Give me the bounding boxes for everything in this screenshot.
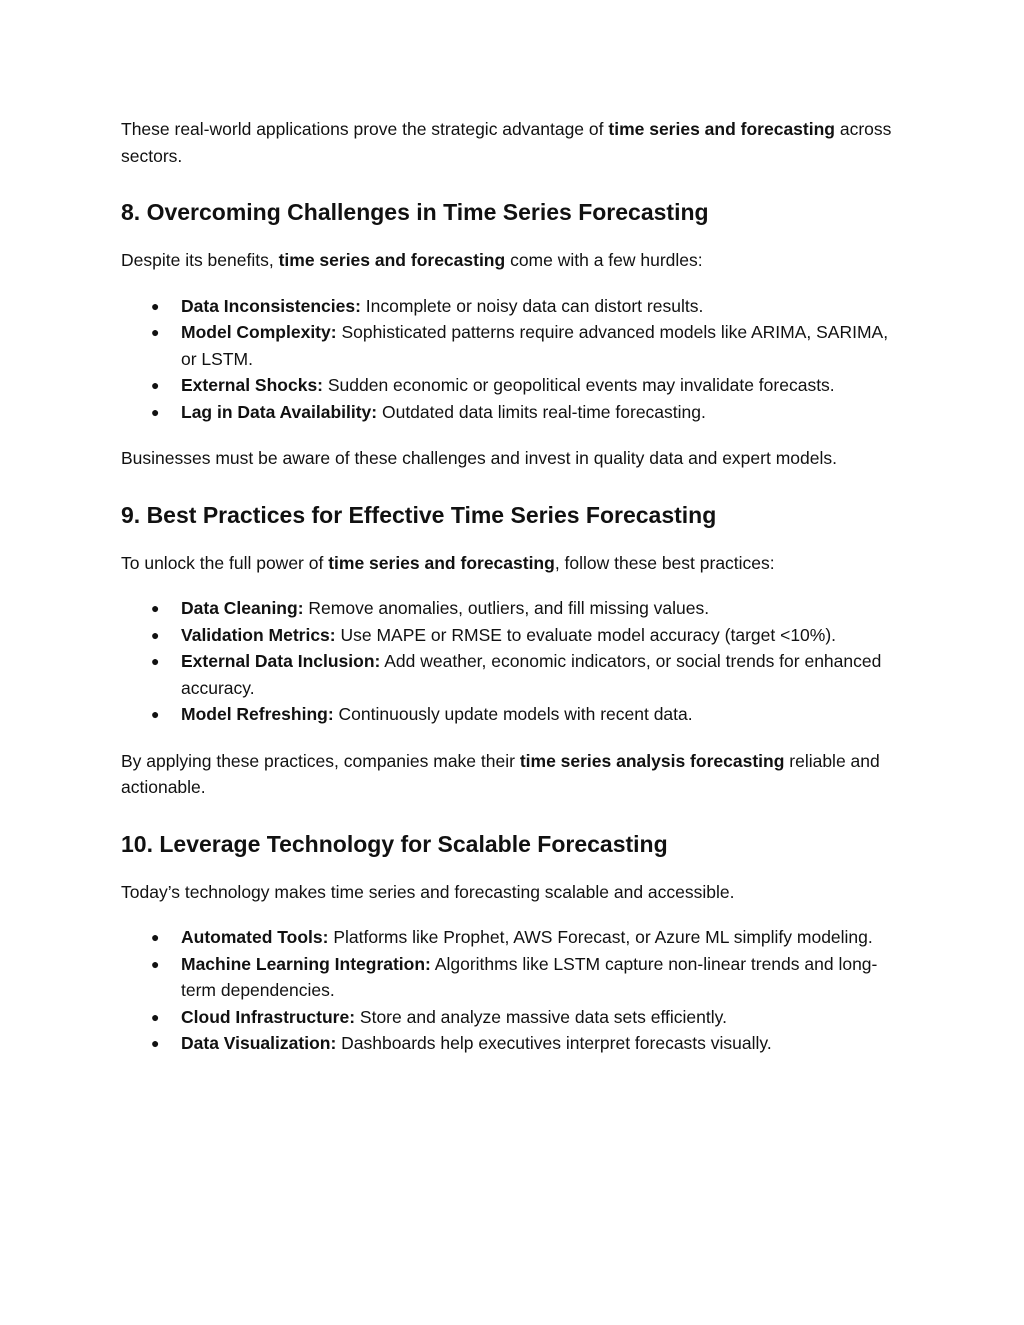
list-item bbox=[121, 319, 908, 372]
closing-text-pre: Businesses must be aware of these challenges and invest in quality data and expert models. bbox=[121, 448, 837, 468]
list-item bbox=[121, 595, 908, 622]
lead-text-bold: time series and forecasting bbox=[278, 250, 506, 270]
bullet-icon: ● bbox=[151, 626, 160, 643]
closing-text-bold: time series analysis forecasting bbox=[519, 750, 785, 771]
section-heading: 8. Overcoming Challenges in Time Series Forecasting bbox=[121, 199, 709, 225]
bullet-icon: ● bbox=[151, 600, 160, 616]
intro-text-post: across sectors. bbox=[121, 119, 892, 166]
section-3 bbox=[121, 801, 908, 1057]
lead-text-pre: Despite its benefits, bbox=[121, 250, 279, 270]
intro-paragraph bbox=[121, 116, 908, 169]
list-item-text: Platforms like Prophet, AWS Forecast, or Azure ML simplify modeling. bbox=[328, 927, 873, 947]
list-item bbox=[121, 701, 908, 728]
lead-text-pre: Today’s technology makes time series and forecasting scalable and accessible. bbox=[121, 881, 735, 902]
list-item bbox=[121, 924, 908, 951]
intro-text-bold: time series and forecasting bbox=[608, 119, 835, 139]
list-item-text: Use MAPE or RMSE to evaluate model accuracy (target <10%). bbox=[335, 624, 837, 645]
bullet-icon: ● bbox=[151, 1035, 160, 1051]
sections-container bbox=[121, 169, 908, 1057]
lead-text-post: , follow these best practices: bbox=[554, 552, 775, 573]
list-item-text: Incomplete or noisy data can distort results. bbox=[360, 295, 704, 316]
section-heading: 9. Best Practices for Effective Time Series Forecasting bbox=[121, 501, 717, 528]
bullet-icon: ● bbox=[151, 1008, 160, 1025]
list-item-label: External Data Inclusion: bbox=[181, 651, 381, 671]
closing-text-post: reliable and actionable. bbox=[121, 750, 880, 797]
list-item bbox=[121, 1030, 908, 1057]
list-item-label: Data Cleaning: bbox=[181, 598, 304, 618]
list-item-text: Sudden economic or geopolitical events may invalidate forecasts. bbox=[323, 375, 835, 395]
list-item bbox=[121, 951, 908, 1004]
intro-text-pre: These real-world applications prove the strategic advantage of bbox=[121, 119, 609, 139]
section-closing-paragraph bbox=[121, 748, 908, 801]
section-2 bbox=[121, 472, 908, 801]
lead-text-post: come with a few hurdles: bbox=[505, 250, 703, 270]
bullet-icon: ● bbox=[151, 706, 160, 722]
list-item-label: Machine Learning Integration: bbox=[181, 953, 431, 974]
bullet-icon: ● bbox=[151, 377, 160, 393]
bullet-icon: ● bbox=[151, 324, 160, 340]
bullet-list bbox=[121, 595, 908, 728]
list-item-label: Cloud Infrastructure: bbox=[181, 1006, 356, 1027]
list-item-text: Algorithms like LSTM capture non-linear trends and long-term dependencies. bbox=[181, 953, 878, 1000]
list-item bbox=[121, 293, 908, 320]
list-item-label: Model Refreshing: bbox=[181, 704, 334, 724]
list-item-text: Add weather, economic indicators, or social trends for enhanced accuracy. bbox=[181, 651, 882, 698]
section-lead-paragraph bbox=[121, 550, 908, 577]
bullet-icon: ● bbox=[151, 955, 160, 972]
list-item-text: Dashboards help executives interpret forecasts visually. bbox=[336, 1033, 772, 1053]
list-item-text: Store and analyze massive data sets efficiently. bbox=[355, 1006, 727, 1027]
list-item-label: Validation Metrics: bbox=[181, 624, 336, 645]
list-item-label: Lag in Data Availability: bbox=[181, 401, 378, 422]
section-lead-paragraph bbox=[121, 879, 908, 906]
list-item-label: Data Inconsistencies: bbox=[181, 295, 361, 316]
section-1 bbox=[121, 169, 908, 472]
section-closing-paragraph bbox=[121, 445, 908, 472]
list-item-label: Data Visualization: bbox=[181, 1033, 337, 1053]
list-item bbox=[121, 622, 908, 649]
list-item-text: Outdated data limits real-time forecasting. bbox=[377, 401, 706, 422]
list-item-label: External Shocks: bbox=[181, 375, 323, 395]
lead-text-bold: time series and forecasting bbox=[328, 552, 555, 573]
list-item bbox=[121, 372, 908, 399]
bullet-icon: ● bbox=[151, 929, 160, 945]
list-item-text: Continuously update models with recent data. bbox=[333, 704, 693, 724]
list-item bbox=[121, 399, 908, 426]
list-item-label: Model Complexity: bbox=[181, 322, 337, 342]
list-item bbox=[121, 1004, 908, 1031]
list-item-text: Remove anomalies, outliers, and fill missing values. bbox=[303, 598, 710, 618]
section-lead-paragraph bbox=[121, 247, 908, 274]
list-item-text: Sophisticated patterns require advanced models like ARIMA, SARIMA, or LSTM. bbox=[181, 322, 889, 369]
bullet-icon: ● bbox=[151, 297, 160, 314]
list-item-label: Automated Tools: bbox=[181, 927, 329, 947]
bullet-list bbox=[121, 924, 908, 1057]
bullet-icon: ● bbox=[151, 403, 160, 420]
bullet-list bbox=[121, 293, 908, 426]
lead-text-pre: To unlock the full power of bbox=[121, 552, 329, 573]
bullet-icon: ● bbox=[151, 653, 160, 669]
closing-text-pre: By applying these practices, companies make their bbox=[121, 750, 520, 771]
section-heading: 10. Leverage Technology for Scalable Forecasting bbox=[121, 830, 668, 857]
list-item bbox=[121, 648, 908, 701]
